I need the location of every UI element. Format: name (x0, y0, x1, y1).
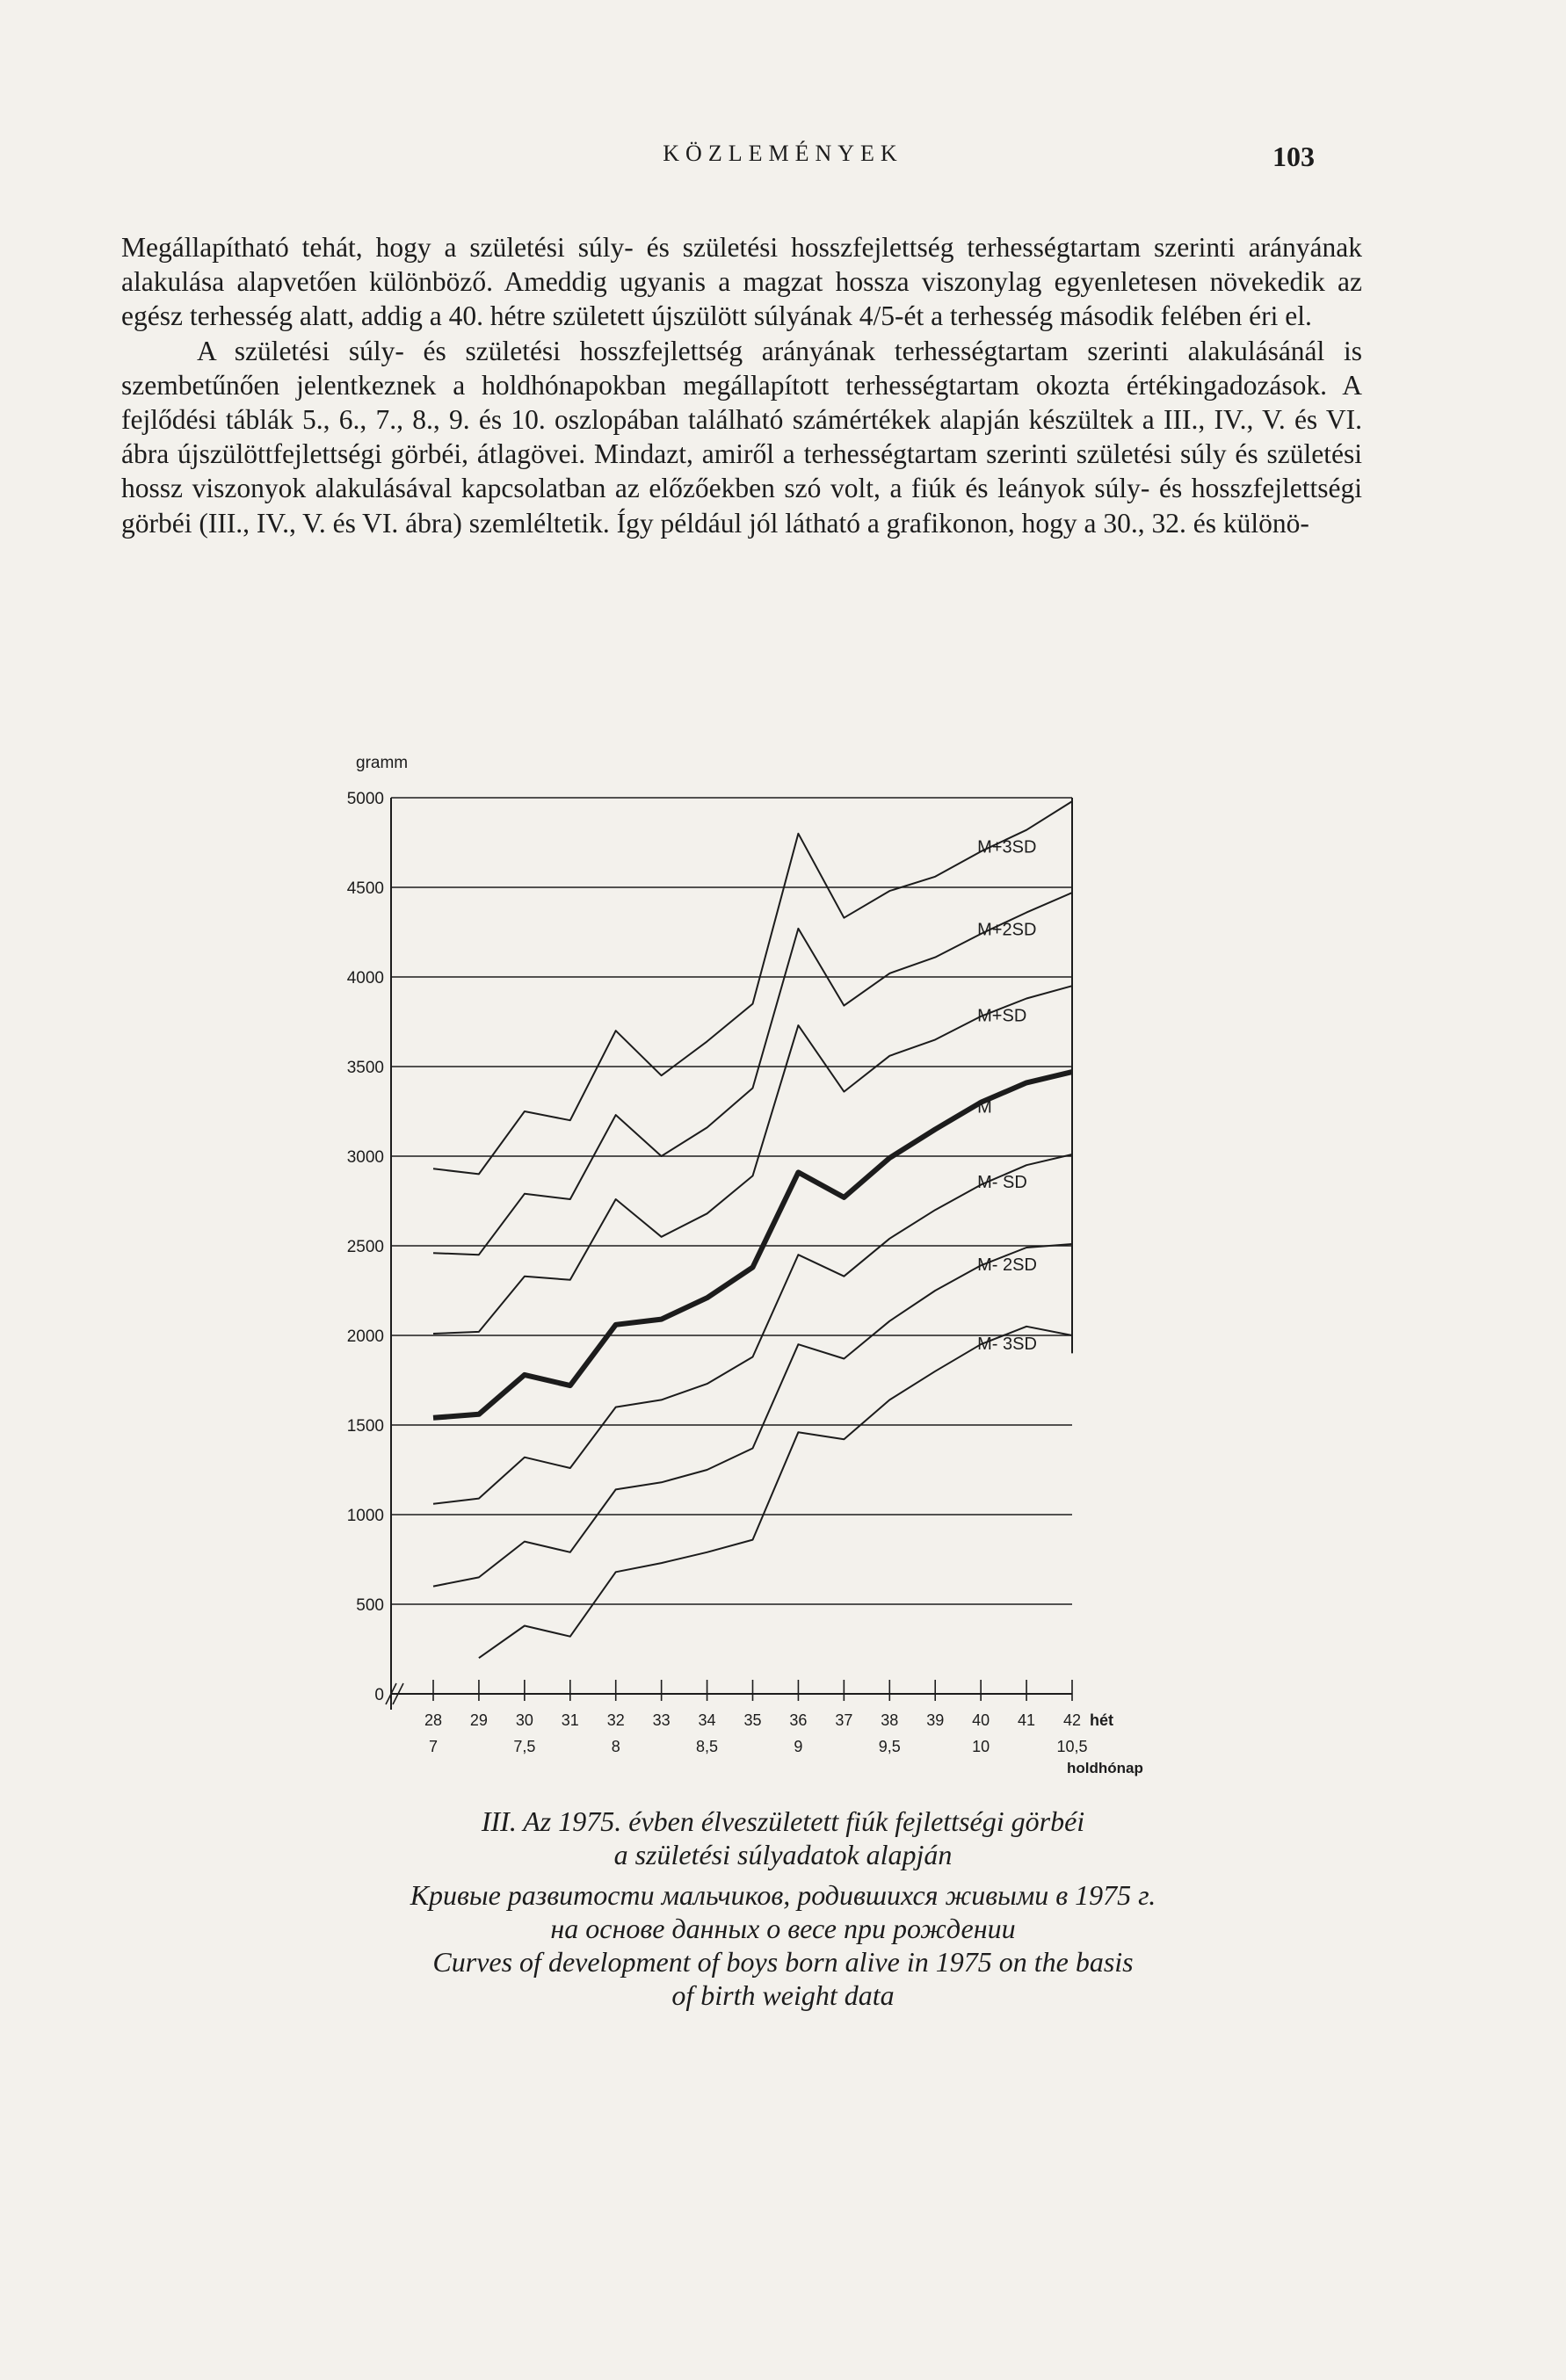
page-number: 103 (1272, 141, 1315, 172)
x-tick-label: 41 (1018, 1711, 1036, 1729)
x-tick-label: 42 (1062, 1711, 1082, 1729)
x-tick-label: 39 (926, 1711, 945, 1729)
y-tick-label: 0 (374, 1686, 384, 1704)
x2-tick-label: 9,5 (878, 1738, 901, 1755)
x-tick-label: 34 (698, 1711, 716, 1729)
series-line-0 (433, 801, 1072, 1174)
x-tick-label: 37 (835, 1711, 853, 1729)
x2-axis-label: holdhónap (1067, 1760, 1143, 1776)
caption-hu-line-2: a születési súlyadatok alapján (613, 1839, 953, 1870)
series-label: M+SD (977, 1006, 1027, 1026)
x-axis-label: hét (1090, 1711, 1113, 1729)
caption-russian (0, 1878, 1566, 1945)
growth-chart (299, 738, 1178, 1792)
x-tick-label: 31 (561, 1711, 579, 1729)
x-tick-label: 35 (743, 1711, 762, 1729)
x2-tick-label: 10 (972, 1738, 990, 1755)
growth-chart-svg (299, 738, 1178, 1792)
y-tick-label: 4000 (346, 969, 384, 987)
series-line-4 (433, 1154, 1072, 1504)
y-tick-label: 1000 (346, 1507, 384, 1525)
series-line-1 (433, 893, 1072, 1255)
paragraph-2: A születési súly- és születési hosszfejlettség arányának terhességtartam szerinti alakulásánál is szembetűnően jelentkeznek a holdhónapokban megállapított terhességtartam okozta értékingadozások. A fejlődési táblák 5., 6., 7., 8., 9. és 10. oszlopában található számértékek alapján készültek a III., IV., V. és VI. ábra újszülöttfejlettségi görbéi, átlagövei. Mindazt, amiről a terhességtartam szerinti születési súly és születési hossz viszonyok alakulásával kapcsolatban az előzőekben szó volt, a fiúk és leányok súly- és hosszfejlettségi görbéi (III., IV., V. és VI. ábra) szemléltetik. Így például jól látható a grafikonon, hogy a 30., 32. és különö- (121, 335, 1362, 539)
y-tick-label: 2500 (346, 1238, 384, 1256)
series-label: M (977, 1097, 992, 1118)
x2-tick-label: 9 (794, 1738, 803, 1755)
x-tick-label: 38 (881, 1711, 899, 1729)
y-axis-label: gramm (356, 754, 409, 772)
caption-hungarian (0, 1805, 1566, 1871)
series-label: M- 3SD (977, 1334, 1037, 1354)
series-label: M- SD (977, 1173, 1027, 1193)
x2-tick-label: 8 (611, 1738, 620, 1755)
caption-hu-line-1: III. Az 1975. évben élveszületett fiúk fejlettségi görbéi (481, 1805, 1085, 1837)
y-tick-label: 1500 (346, 1417, 384, 1436)
caption-en-line-1: Curves of development of boys born alive in 1975 on the basis (432, 1946, 1134, 1978)
x-tick-label: 40 (972, 1711, 990, 1729)
series-label: M+2SD (977, 920, 1037, 940)
x2-tick-label: 10,5 (1056, 1738, 1088, 1755)
caption-ru-line-1: Кривые развитости мальчиков, родившихся живыми в 1975 г. (410, 1879, 1156, 1911)
x-tick-label: 33 (652, 1711, 671, 1729)
series-line-6 (479, 1327, 1072, 1658)
y-tick-label: 2000 (346, 1327, 384, 1346)
series-line-5 (433, 1244, 1072, 1587)
caption-ru-line-2: на основе данных о весе при рождении (550, 1913, 1016, 1944)
y-tick-label: 500 (356, 1596, 384, 1615)
y-tick-label: 4500 (346, 879, 384, 898)
y-tick-label: 5000 (346, 790, 384, 808)
caption-english (0, 1945, 1566, 2012)
x-tick-label: 29 (469, 1711, 488, 1729)
body-text (121, 230, 1362, 540)
x-tick-label: 32 (606, 1711, 625, 1729)
series-line-2 (433, 986, 1072, 1334)
x2-tick-label: 7 (428, 1738, 439, 1755)
x-tick-label: 30 (515, 1711, 533, 1729)
paragraph-1: Megállapítható tehát, hogy a születési súly- és születési hosszfejlettség terhességtartam szerinti arányának alakulása alapvetően különböző. Ameddig ugyanis a magzat hossza viszonylag egyenletesen növekedik az egész terhesség alatt, addig a 40. hétre született újszülött súlyának 4/5-ét a terhesség második felében éri el. (121, 232, 1362, 332)
series-line-3 (433, 1072, 1072, 1418)
y-tick-label: 3000 (346, 1148, 384, 1167)
x-tick-label: 28 (424, 1711, 443, 1729)
series-label: M- 2SD (977, 1255, 1037, 1276)
x2-tick-label: 8,5 (696, 1738, 719, 1755)
x-tick-label: 36 (789, 1711, 808, 1729)
x2-tick-label: 7,5 (513, 1738, 536, 1755)
y-tick-label: 3500 (346, 1059, 384, 1077)
caption-en-line-2: of birth weight data (671, 1979, 895, 2011)
running-header: KÖZLEMÉNYEK (663, 141, 903, 166)
series-label: M+3SD (977, 837, 1037, 857)
